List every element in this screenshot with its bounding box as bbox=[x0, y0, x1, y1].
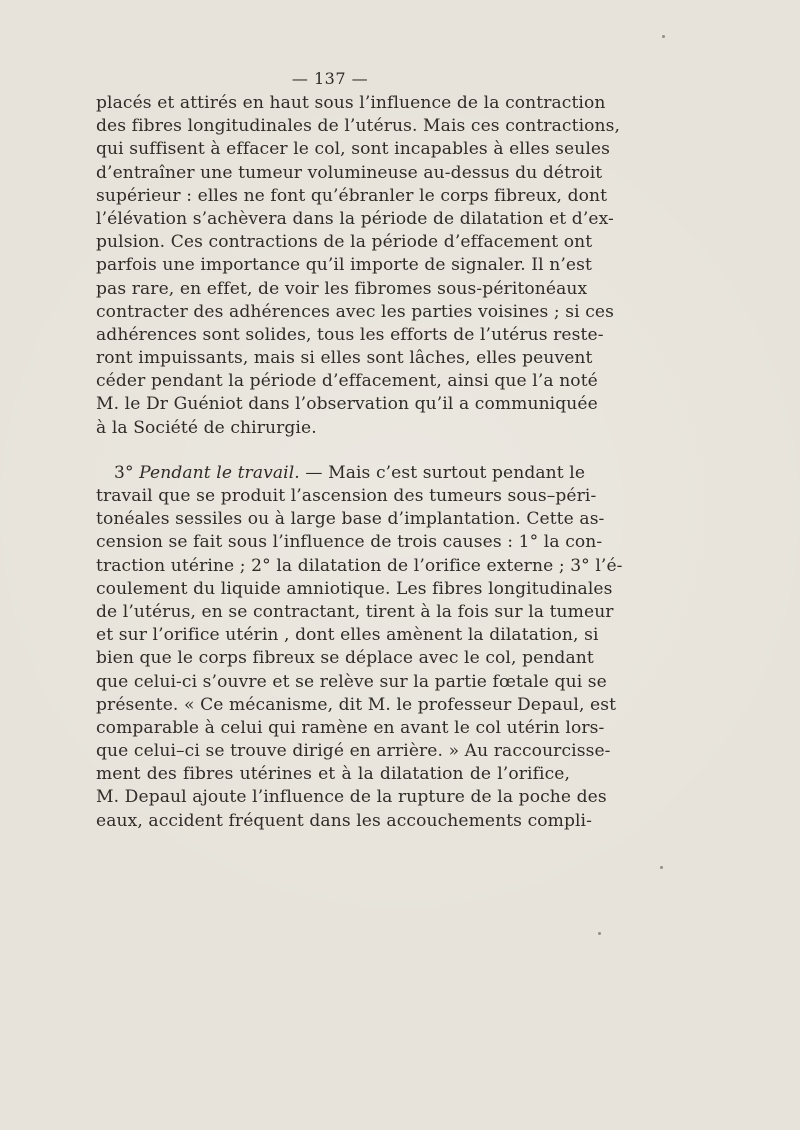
body-text bbox=[96, 92, 623, 833]
text-line: travail que se produit l’ascension des tumeurs sous–péri- bbox=[96, 486, 597, 506]
text-line: à la Société de chirurgie. bbox=[96, 417, 317, 438]
text-line: ront impuissants, mais si elles sont lâches, elles peuvent bbox=[96, 348, 593, 369]
text-line: qui suffisent à effacer le col, sont incapables à elles seules bbox=[96, 139, 610, 160]
page-number: — 137 — bbox=[291, 69, 369, 88]
text-line: coulement du liquide amniotique. Les fibres longitudinales bbox=[96, 578, 613, 599]
text-line: pulsion. Ces contractions de la période d’effacement ont bbox=[96, 232, 593, 253]
text-line: placés et attirés en haut sous l’influence de la contraction bbox=[96, 93, 606, 113]
text-line: présente. « Ce mécanisme, dit M. le professeur Depaul, est bbox=[96, 694, 617, 715]
paper-speck bbox=[660, 866, 663, 869]
text-line: pas rare, en effet, de voir les fibromes sous-péritonéaux bbox=[96, 278, 588, 299]
text-line: supérieur : elles ne font qu’ébranler le corps fibreux, dont bbox=[96, 185, 608, 206]
text-line: eaux, accident fréquent dans les accouchements compli- bbox=[96, 810, 593, 831]
text-line: cension se fait sous l’influence de trois causes : 1° la con- bbox=[96, 532, 603, 553]
section-lead-text: — Mais c’est surtout pendant le bbox=[299, 462, 586, 483]
text-line: ment des fibres utérines et à la dilatation de l’orifice, bbox=[96, 764, 570, 785]
text-line: M. Depaul ajoute l’influence de la rupture de la poche des bbox=[96, 787, 607, 808]
text-line: parfois une importance qu’il importe de signaler. Il n’est bbox=[96, 255, 592, 276]
text-line: d’entraîner une tumeur volumineuse au-dessus du détroit bbox=[96, 162, 603, 183]
text-line: céder pendant la période d’effacement, ainsi que l’a noté bbox=[96, 371, 598, 392]
paragraph-2 bbox=[96, 462, 623, 833]
text-line: que celui-ci s’ouvre et se relève sur la partie fœtale qui se bbox=[96, 671, 607, 692]
paper-speck bbox=[662, 35, 665, 38]
text-line: tonéales sessiles ou à large base d’implantation. Cette as- bbox=[96, 509, 605, 530]
text-line: traction utérine ; 2° la dilatation de l’orifice externe ; 3° l’é- bbox=[96, 555, 623, 576]
paper-speck bbox=[598, 932, 601, 935]
section-number: 3° bbox=[114, 462, 140, 483]
text-line: M. le Dr Guéniot dans l’observation qu’il a communiquée bbox=[96, 394, 598, 415]
text-line: contracter des adhérences avec les parties voisines ; si ces bbox=[96, 301, 615, 322]
text-line: de l’utérus, en se contractant, tirent à la fois sur la tumeur bbox=[96, 601, 614, 622]
text-line: adhérences sont solides, tous les efforts de l’utérus reste- bbox=[96, 324, 604, 345]
text-line: des fibres longitudinales de l’utérus. Mais ces contractions, bbox=[96, 116, 621, 137]
text-line: comparable à celui qui ramène en avant le col utérin lors- bbox=[96, 717, 605, 738]
text-line: bien que le corps fibreux se déplace avec le col, pendant bbox=[96, 648, 594, 669]
text-line: et sur l’orifice utérin , dont elles amènent la dilatation, si bbox=[96, 625, 599, 646]
section-heading-line bbox=[96, 462, 586, 485]
paragraph-1 bbox=[96, 92, 621, 440]
paragraph-spacer bbox=[96, 440, 570, 462]
text-line: l’élévation s’achèvera dans la période de dilatation et d’ex- bbox=[96, 208, 614, 229]
section-title: Pendant le travail. bbox=[139, 462, 300, 483]
text-line: que celui–ci se trouve dirigé en arrière. » Au raccourcisse- bbox=[96, 741, 611, 762]
